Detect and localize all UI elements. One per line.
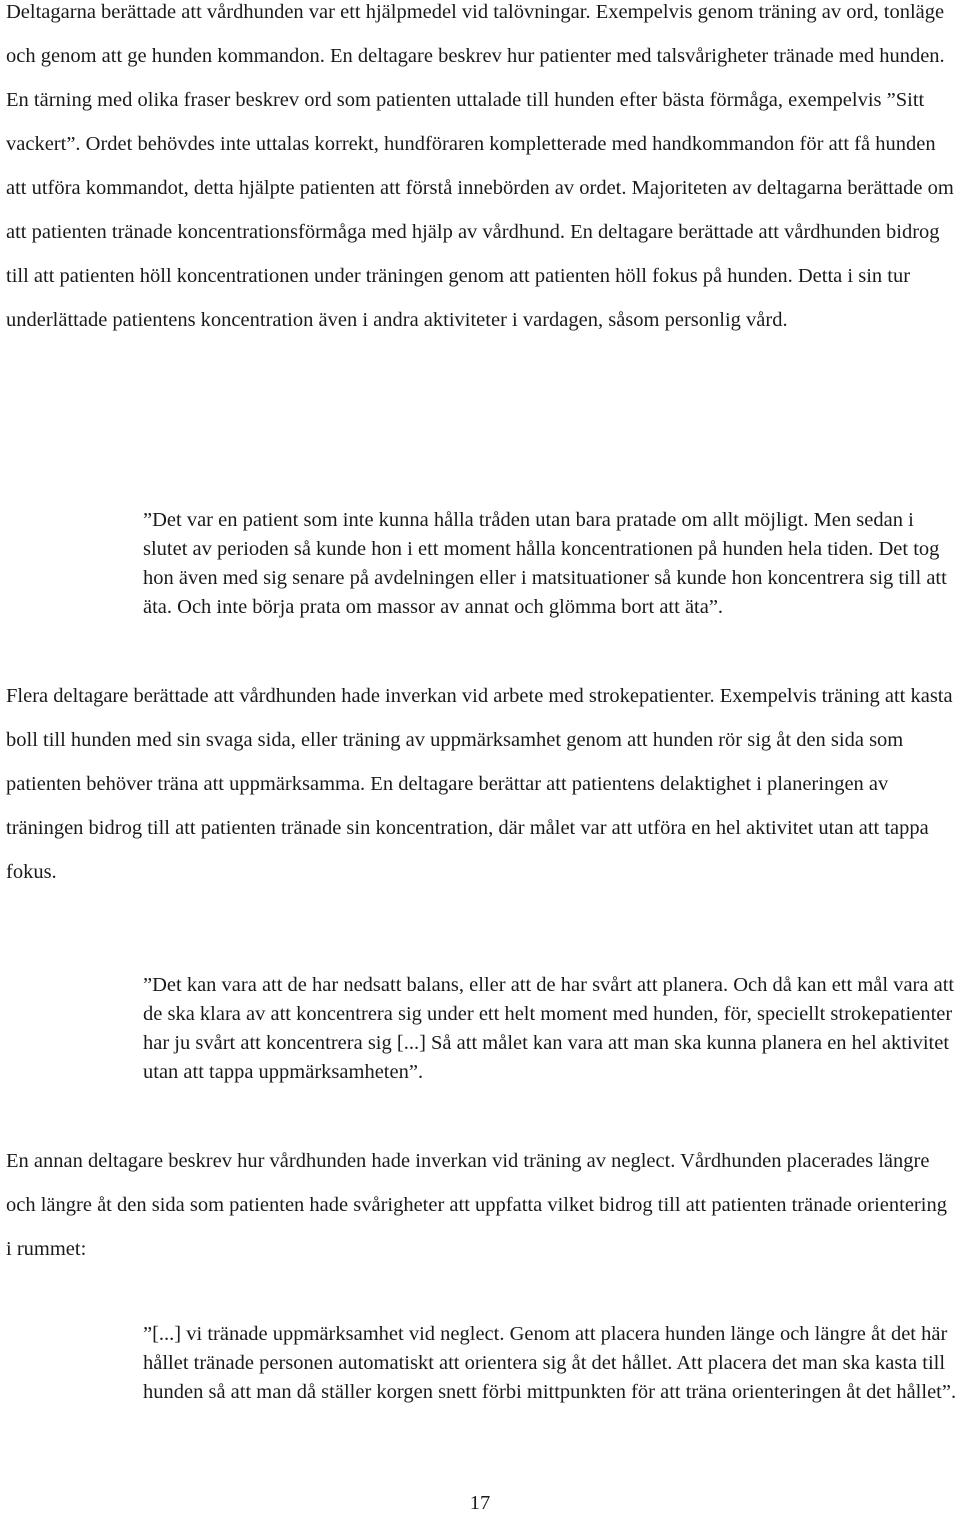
page-number: 17 [469,1492,491,1514]
paragraph-neglect: En annan deltagare beskrev hur vårdhunden hade inverkan vid träning av neglect. Vårdhunden placerades längre och längre åt den sida som patienten hade svårigheter att uppfatta vilket bidrog till att patienten tränade orientering i rummet: [6,1150,947,1260]
paragraph-talovningar: Deltagarna berättade att vårdhunden var ett hjälpmedel vid talövningar. Exempelvis genom träning av ord, tonläge och genom att ge hunden kommandon. En deltagare beskrev hur patienter med talsvårigheter tränade med hunden. En tärning med olika fraser beskrev ord som patienten uttalade till hunden efter bästa förmåga, exempelvis ”Sitt vackert”. Ordet behövdes inte uttalas korrekt, hundföraren kompletterade med handkommandon för att få hunden att utföra kommandot, detta hjälpte patienten att förstå innebörden av ordet. Majoriteten av deltagarna berättade om att patienten tränade koncentrationsförmåga med hjälp av vårdhund. En deltagare berättade att vårdhunden bidrog till att patienten höll koncentrationen under träningen genom att patienten höll fokus på hunden. Detta i sin tur underlättade patientens koncentration även i andra aktiviteter i vardagen, såsom personlig vård. [6,1,954,331]
quote-neglect: ”[...] vi tränade uppmärksamhet vid neglect. Genom att placera hunden länge och längre åt det här hållet tränade personen automatiskt att orientera sig åt det hållet. Att placera det man ska kasta till hunden så att man då ställer korgen snett förbi mittpunkten för att träna orienteringen åt det hållet”. [143,1323,957,1403]
quote-koncentration: ”Det var en patient som inte kunna hålla tråden utan bara pratade om allt möjligt. Men sedan i slutet av perioden så kunde hon i ett moment hålla koncentrationen på hunden hela tiden. Det tog hon även med sig senare på avdelningen eller i matsituationer så kunde hon koncentrera sig till att äta. Och inte börja prata om massor av annat och glömma bort att äta”. [143,509,947,618]
paragraph-strokepatienter: Flera deltagare berättade att vårdhunden hade inverkan vid arbete med strokepatienter. Exempelvis träning att kasta boll till hunden med sin svaga sida, eller träning av uppmärksamhet genom att hunden rör sig åt den sida som patienten behöver träna att uppmärksamma. En deltagare berättar att patientens delaktighet i planeringen av träningen bidrog till att patienten tränade sin koncentration, där målet var att utföra en hel aktivitet utan att tappa fokus. [6,685,953,883]
quote-balans: ”Det kan vara att de har nedsatt balans, eller att de har svårt att planera. Och då kan ett mål vara att de ska klara av att koncentrera sig under ett helt moment med hunden, för, speciellt strokepatienter har ju svårt att koncentrera sig [...] Så att målet kan vara att man ska kunna planera en hel aktivitet utan att tappa uppmärksamheten”. [143,974,955,1083]
